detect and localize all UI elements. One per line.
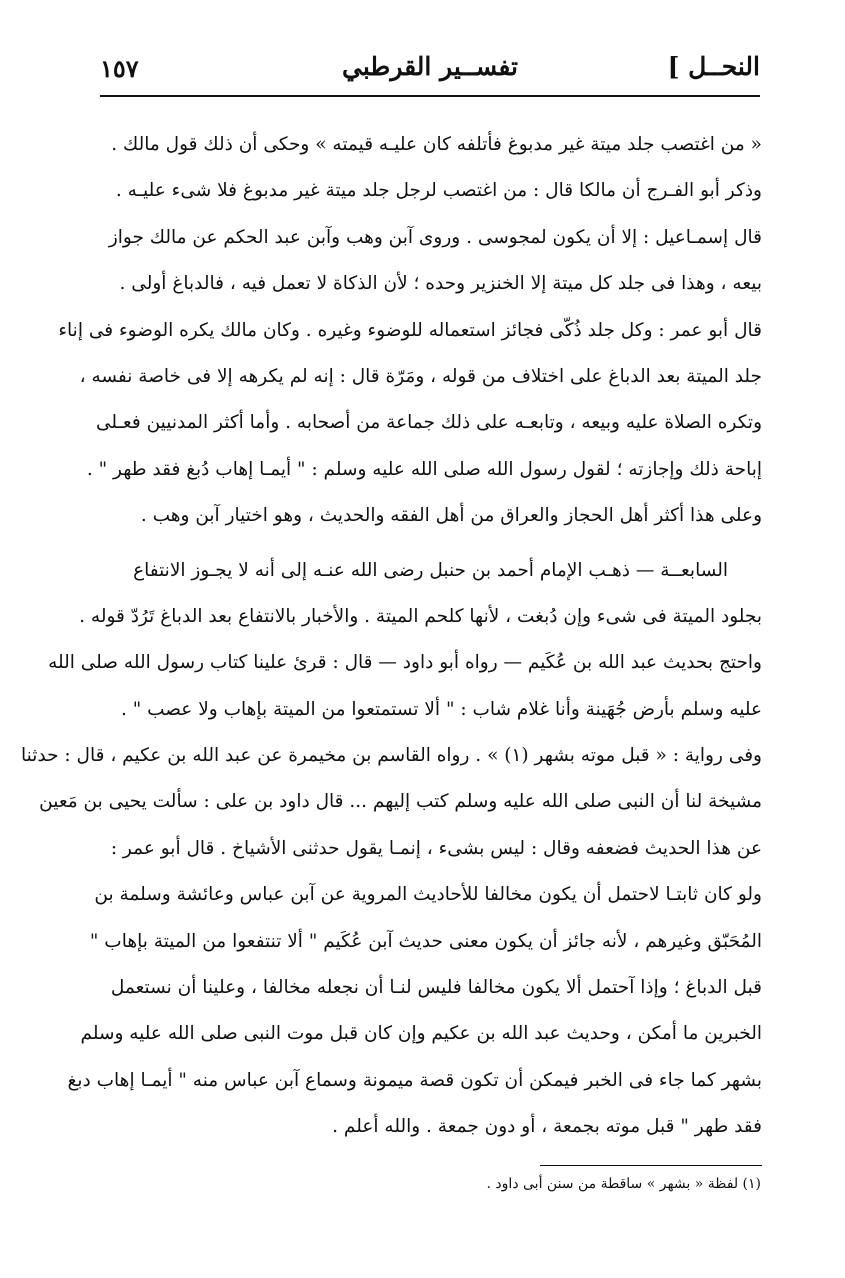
main-text	[21, 122, 762, 1151]
text-line: وتكره الصلاة عليه وبيعه ، وتابعـه على ذلك جماعة من أصحابه . وأما أكثر المدنيين فعـلى	[95, 412, 762, 434]
text-line: قال أبو عمر : وكل جلد ذُكّى فجائز استعماله للوضوء وغيره . وكان مالك يكره الوضوء فى إناء	[58, 319, 762, 341]
footnote-rule	[540, 1165, 762, 1166]
text-line: واحتج بحديث عبد الله بن عُكَيم — رواه أبو داود — قال : قرئ علينا كتاب رسول الله صلى الله	[48, 652, 762, 674]
text-line: قبل الدباغ ؛ وإذا آحتمل ألا يكون مخالفا فليس لنـا أن نجعله مخالفا ، وعلينا أن نستعمل	[110, 977, 762, 999]
chapter-title: النحــل ]	[667, 52, 760, 81]
text-line: السابعــة — ذهـب الإمام أحمد بن حنبل رضى الله عنـه إلى أنه لا يجـوز الانتفاع	[133, 559, 728, 581]
text-line: عليه وسلم بأرض جُهَينة وأنا غلام شاب : " ألا تستمتعوا من الميتة بإهاب ولا عصب " .	[120, 698, 762, 720]
text-line: فقد طهر " قبل موته بجمعة ، أو دون جمعة . والله أعلم .	[332, 1116, 762, 1138]
text-line: وعلى هذا أكثر أهل الحجاز والعراق من أهل الفقه والحديث ، وهو اختيار آبن وهب .	[140, 505, 762, 527]
text-line: بيعه ، وهذا فى جلد كل ميتة إلا الخنزير وحده ؛ لأن الذكاة لا تعمل فيه ، فالدباغ أولى .	[119, 273, 762, 295]
text-line: بجلود الميتة فى شىء وإن دُبغت ، لأنها كلحم الميتة . والأخبار بالانتفاع بعد الدباغ تَرُدّ قوله .	[79, 605, 762, 627]
text-line: ولو كان ثابتـا لاحتمل أن يكون مخالفا للأحاديث المروية عن آبن عباس وعائشة وسلمة بن	[94, 884, 762, 906]
text-line: جلد الميتة بعد الدباغ على اختلاف من قوله ، ومَرّة قال : إنه لم يكرهه إلا فى خاصة نفسه ،	[79, 365, 762, 387]
book-title: تفســير القرطبي	[342, 52, 518, 81]
text-line: إباحة ذلك وإجازته ؛ لقول رسول الله صلى الله عليه وسلم : " أيمـا إهاب دُبغ فقد طهر " .	[86, 458, 762, 480]
paragraph-2	[21, 548, 762, 1151]
paragraph-gap	[98, 540, 762, 548]
text-line: وفى رواية : « قبل موته بشهر (١) » . رواه القاسم بن مخيمرة عن عبد الله بن عكيم ، قال : حدثنا	[21, 745, 762, 767]
text-line: المُحَبّق وغيرهم ، لأنه جائز أن يكون معنى حديث آبن عُكَيم " ألا تنتفعوا من الميتة بإهاب "	[89, 930, 762, 952]
text-line: وذكر أبو الفـرج أن مالكا قال : من اغتصب لرجل جلد ميتة غير مدبوغ فلا شىء عليـه .	[115, 180, 762, 202]
text-line: بشهر كما جاء فى الخبر فيمكن أن تكون قصة ميمونة وسماع آبن عباس منه " أيمـا إهاب دبغ	[67, 1069, 762, 1091]
running-header	[100, 52, 760, 92]
header-rule	[100, 95, 760, 97]
text-line: الخبرين ما أمكن ، وحديث عبد الله بن عكيم وإن كان قبل موت النبى صلى الله عليه وسلم	[80, 1023, 762, 1045]
text-line: مشيخة لنا أن النبى صلى الله عليه وسلم كتب إليهم ... قال داود بن على : سألت يحيى بن مَعين	[39, 791, 762, 813]
footnote: (١) لفظة « بشهر » ساقطة من سنن أبى داود .	[486, 1176, 761, 1192]
text-line: عن هذا الحديث فضعفه وقال : ليس بشىء ، إنمـا يقول حدثنى الأشياخ . قال أبو عمر :	[110, 837, 762, 859]
paragraph-1	[58, 122, 762, 540]
page-number: ١٥٧	[100, 54, 139, 83]
text-line: « من اغتصب جلد ميتة غير مدبوغ فأتلفه كان عليـه قيمته » وحكى أن ذلك قول مالك .	[111, 134, 762, 155]
text-line: قال إسمـاعيل : إلا أن يكون لمجوسى . وروى آبن وهب وآبن عبد الحكم عن مالك جواز	[108, 226, 762, 248]
